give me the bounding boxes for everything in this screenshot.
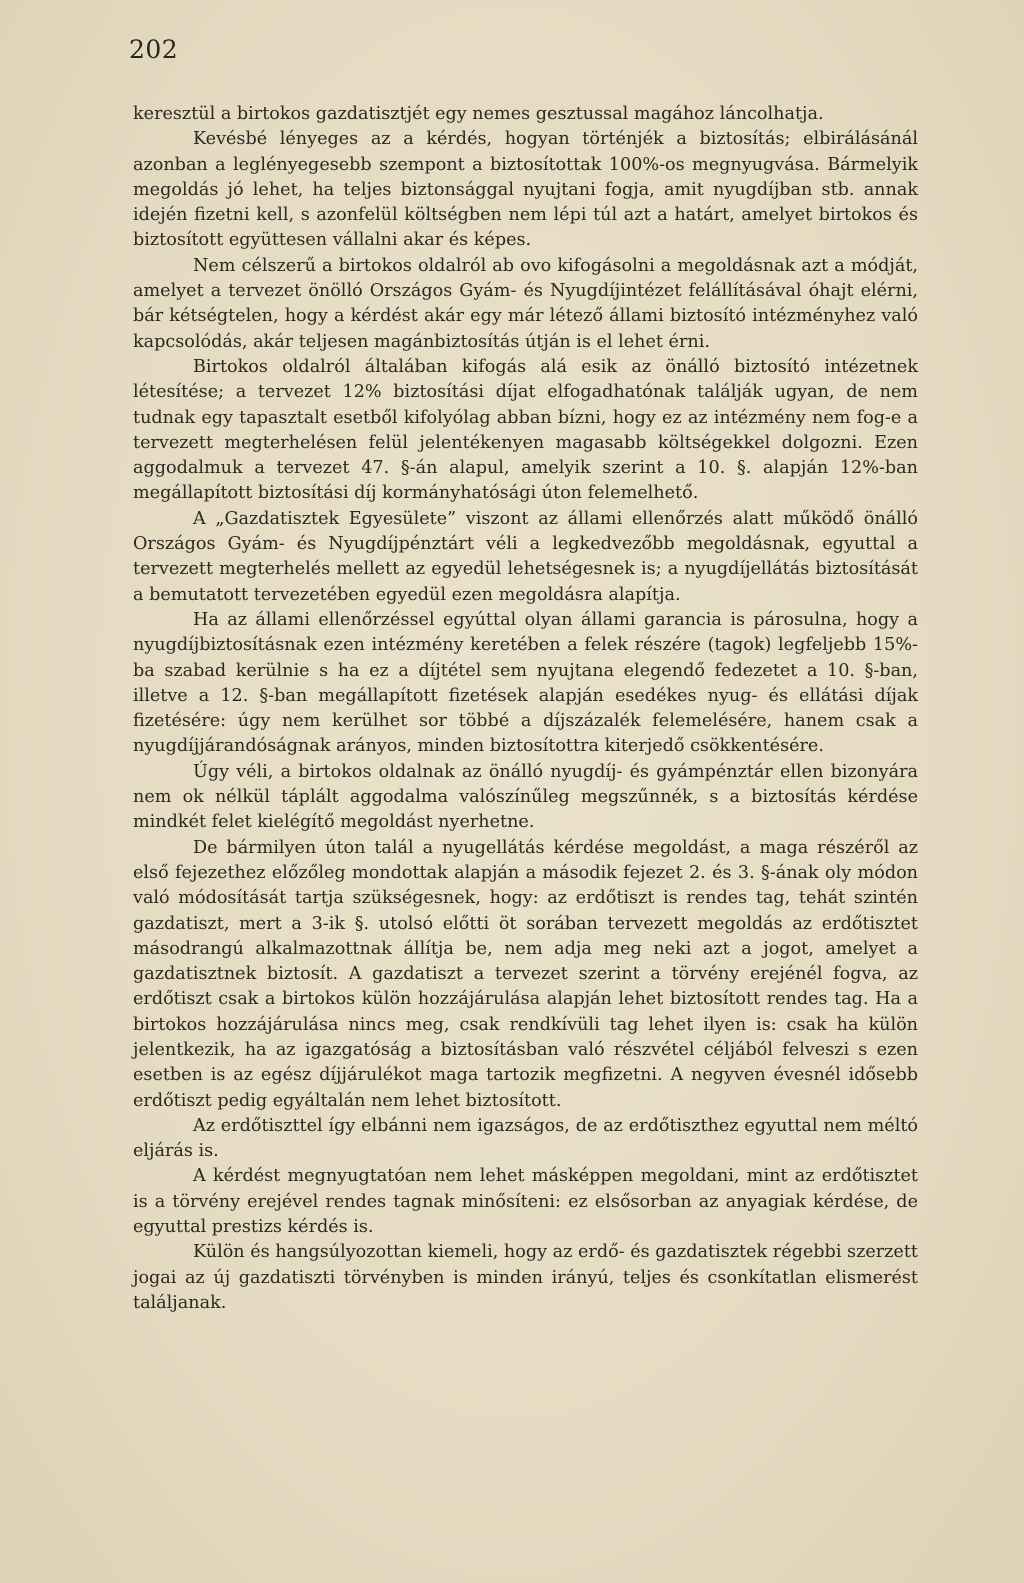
- paragraph: Az erdőtiszttel így elbánni nem igazságos, de az erdőtiszthez egyuttal nem méltó eljárás is.: [133, 1115, 918, 1162]
- paragraph: keresztül a birtokos gazdatisztjét egy nemes gesztussal magához láncolhatja.: [133, 104, 824, 124]
- paragraph: A „Gazdatisztek Egyesülete” viszont az állami ellenőrzés alatt működő önálló Országos Gyám- és Nyugdíjpénztárt véli a legkedvezőbb megoldásnak, egyuttal a tervezett megterhelés mellett az egyedül lehetségesnek is; a nyugdíjellátás biztosítását a bemutatott tervezetében egyedül ezen megoldásra alapítja.: [133, 508, 918, 605]
- paragraph: Birtokos oldalról általában kifogás alá esik az önálló biztosító intézetnek létesítése; a tervezet 12% biztosítási díjat elfogadhatónak találják ugyan, de nem tudnak egy tapasztalt esetből kifolyólag abban bízni, hogy ez az intézmény nem fog-e a tervezett megterhelésen felül jelentékenyen magasabb költségekkel dolgozni. Ezen aggodalmuk a tervezet 47. §-án alapul, amelyik szerint a 10. §. alapján 12%-ban megállapított biztosítási díj kormányhatósági úton felemelhető.: [133, 356, 918, 504]
- paragraph: Nem célszerű a birtokos oldalról ab ovo kifogásolni a megoldásnak azt a módját, amelyet a tervezet önölló Országos Gyám- és Nyugdíjintézet felállításával óhajt elérni, bár kétségtelen, hogy a kérdést akár egy már létező állami biztosító intézményhez való kapcsolódás, akár teljesen magánbiztosítás útján is el lehet érni.: [133, 255, 918, 352]
- paragraph: Úgy véli, a birtokos oldalnak az önálló nyugdíj- és gyámpénztár ellen bizonyára nem ok nélkül táplált aggodalma valószínűleg megszűnnék, s a biztosítás kérdése mindkét felet kielégítő megoldást nyerhetne.: [133, 761, 918, 833]
- paragraph: Ha az állami ellenőrzéssel egyúttal olyan állami garancia is párosulna, hogy a nyugdíjbiztosításnak ezen intézmény keretében a felek részére (tagok) legfeljebb 15%-ba szabad kerülnie s ha ez a díjtétel sem nyujtana elegendő fedezetet a 10. §-ban, illetve a 12. §-ban megállapított fizetések alapján esedékes nyug- és ellátási díjak fizetésére: úgy nem kerülhet sor többé a díjszázalék felemelésére, hanem csak a nyugdíjjárandóságnak arányos, minden biztosítottra kiterjedő csökkentésére.: [133, 609, 918, 757]
- paragraph: Külön és hangsúlyozottan kiemeli, hogy az erdő- és gazdatisztek régebbi szerzett jogai az új gazdatiszti törvényben is minden irányú, teljes és csonkítatlan elismerést találjanak.: [133, 1242, 918, 1313]
- paragraph: De bármilyen úton talál a nyugellátás kérdése megoldást, a maga részéről az első fejezethez előzőleg mondottak alapján a második fejezet 2. és 3. §-ának oly módon való módosítását tartja szükségesnek, hogy: az erdőtiszt is rendes tag, tehát szintén gazdatiszt, mert a 3-ik §. utolsó előtti öt sorában tervezett megoldás az erdőtisztet másodrangú alkalmazottnak állítja be, nem adja meg neki azt a jogot, amelyet a gazdatisztnek biztosít. A gazdatiszt a tervezet szerint a törvény erejénél fogva, az erdőtiszt csak a birtokos külön hozzájárulása alapján lehet biztosított rendes tag. Ha a birtokos hozzájárulása nincs meg, csak rendkívüli tag lehet ilyen is: csak ha külön jelentkezik, ha az igazgatóság a biztosításban való részvétel céljából felveszi s ezen esetben is az egész díjjárulékot maga tartozik megfizetni. A negyven évesnél idősebb erdőtiszt pedig egyáltalán nem lehet biztosított.: [133, 837, 918, 1111]
- paragraph: Kevésbé lényeges az a kérdés, hogyan történjék a biztosítás; elbirálásánál azonban a leglényegesebb szempont a biztosítottak 100%-os megnyugvása. Bármelyik megoldás jó lehet, ha teljes biztonsággal nyujtani fogja, amit nyugdíjban stb. annak idején fizetni kell, s azonfelül költségben nem lépi túl azt a határt, amelyet birtokos és biztosított együttesen vállalni akar és képes.: [133, 129, 918, 251]
- body-text: [133, 102, 918, 1316]
- page-number: 202: [129, 35, 179, 64]
- paragraph: A kérdést megnyugtatóan nem lehet másképpen megoldani, mint az erdőtisztet is a törvény erejével rendes tagnak minősíteni: ez elsősorban az anyagiak kérdése, de egyuttal prestizs kérdés is.: [133, 1166, 918, 1238]
